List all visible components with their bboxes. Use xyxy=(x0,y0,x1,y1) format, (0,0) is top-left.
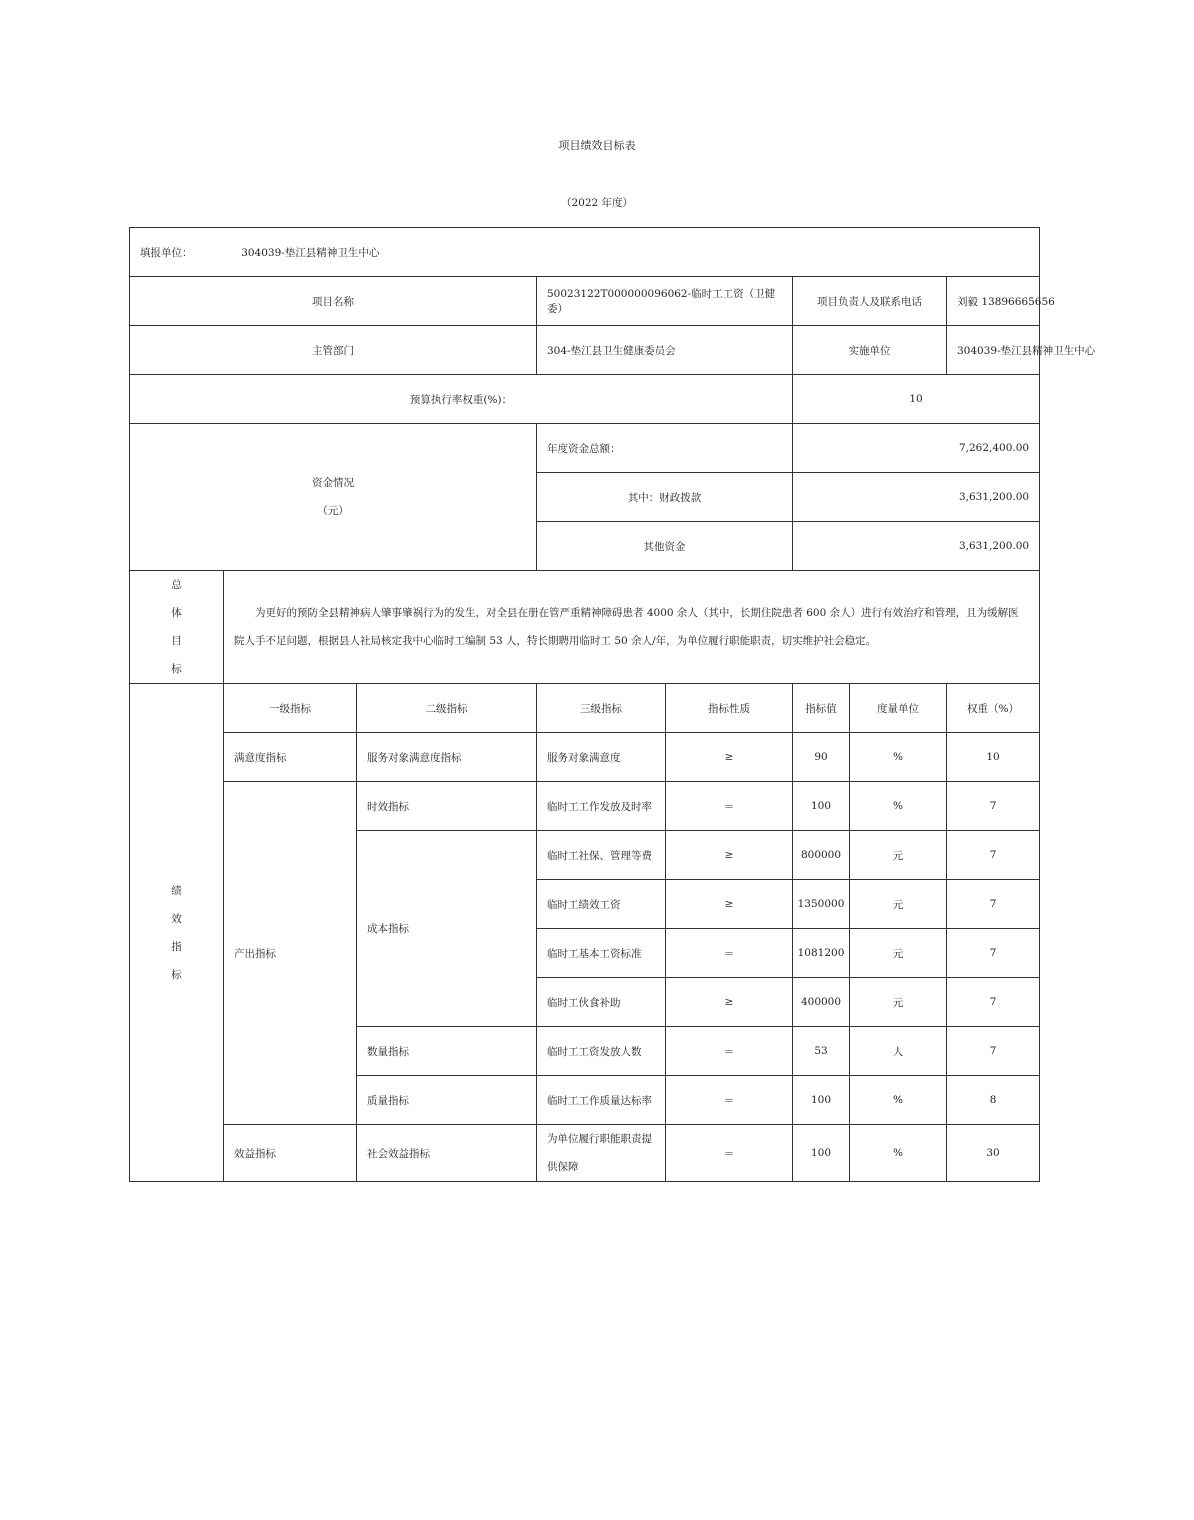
fill-unit-cell xyxy=(130,228,1040,277)
funds-other-label: 其他资金 xyxy=(537,522,793,571)
level2-service: 服务对象满意度指标 xyxy=(357,733,537,782)
perf-label-char: 效 xyxy=(171,912,182,925)
header-level1: 一级指标 xyxy=(224,684,357,733)
indicator-nature: ＝ xyxy=(666,782,793,831)
project-name-row xyxy=(130,277,1040,326)
indicator-name: 服务对象满意度 xyxy=(537,733,666,782)
header-value: 指标值 xyxy=(793,684,850,733)
funds-label-line1: 资金情况 xyxy=(312,477,354,489)
dept-value: 304-垫江县卫生健康委员会 xyxy=(537,326,793,375)
indicator-name: 临时工基本工资标准 xyxy=(537,929,666,978)
fill-unit-row xyxy=(130,228,1040,277)
perf-label-char: 绩 xyxy=(171,884,182,897)
overall-goal-text: 为更好的预防全县精神病人肇事肇祸行为的发生，对全县在册在管严重精神障碍患者 4000 余人（其中，长期住院患者 600 余人）进行有效治疗和管理，且为缓解医院人手不足问题，根据县人社局核定我中心临时工编制 53 人，特长期聘用临时工 50 余人/年，为单位履行职能职责，切实维护社会稳定。 xyxy=(224,571,1040,684)
project-name-label: 项目名称 xyxy=(130,277,537,326)
header-unit: 度量单位 xyxy=(850,684,947,733)
level2-timeliness: 时效指标 xyxy=(357,782,537,831)
indicator-unit: 人 xyxy=(850,1027,947,1076)
overall-goal-row xyxy=(130,571,1040,684)
funds-fiscal-label: 其中：财政拨款 xyxy=(537,473,793,522)
funds-label-line2: （元） xyxy=(317,505,349,517)
level2-quantity: 数量指标 xyxy=(357,1027,537,1076)
perf-label-char: 指 xyxy=(171,940,182,953)
indicator-value: 100 xyxy=(793,782,850,831)
indicator-value: 1081200 xyxy=(793,929,850,978)
indicator-nature: ≥ xyxy=(666,880,793,929)
project-name-value: 50023122T000000096062-临时工工资（卫健委） xyxy=(537,277,793,326)
indicator-value: 53 xyxy=(793,1027,850,1076)
funds-total-label: 年度资金总额： xyxy=(537,424,793,473)
indicator-nature: ＝ xyxy=(666,1076,793,1125)
indicator-value: 800000 xyxy=(793,831,850,880)
perf-row xyxy=(130,1125,1040,1182)
document-title: 项目绩效目标表 xyxy=(558,139,636,152)
header-weight: 权重（%） xyxy=(947,684,1040,733)
document-year: （2022 年度） xyxy=(560,197,634,209)
indicator-unit: % xyxy=(850,782,947,831)
indicator-weight: 7 xyxy=(947,978,1040,1027)
indicator-weight: 7 xyxy=(947,831,1040,880)
indicator-unit: 元 xyxy=(850,929,947,978)
indicator-nature: ＝ xyxy=(666,1125,793,1182)
dept-label: 主管部门 xyxy=(130,326,537,375)
funds-other-value: 3,631,200.00 xyxy=(793,522,1040,571)
funds-fiscal-value: 3,631,200.00 xyxy=(793,473,1040,522)
indicator-name: 临时工伙食补助 xyxy=(537,978,666,1027)
level1-output: 产出指标 xyxy=(224,782,357,1125)
indicator-value: 1350000 xyxy=(793,880,850,929)
indicator-weight: 7 xyxy=(947,782,1040,831)
indicator-name: 为单位履行职能职责提供保障 xyxy=(537,1125,666,1182)
level2-cost: 成本指标 xyxy=(357,831,537,1027)
perf-row xyxy=(130,733,1040,782)
indicator-weight: 30 xyxy=(947,1125,1040,1182)
perf-header-row xyxy=(130,684,1040,733)
indicator-nature: ≥ xyxy=(666,733,793,782)
indicator-nature: ≥ xyxy=(666,978,793,1027)
budget-weight-label: 预算执行率权重(%)： xyxy=(130,375,793,424)
perf-row xyxy=(130,782,1040,831)
indicator-value: 100 xyxy=(793,1076,850,1125)
indicator-weight: 10 xyxy=(947,733,1040,782)
indicator-weight: 7 xyxy=(947,1027,1040,1076)
goal-label-char: 总 xyxy=(171,579,182,591)
indicator-name: 临时工工资发放人数 xyxy=(537,1027,666,1076)
indicator-unit: % xyxy=(850,733,947,782)
goal-label-char: 体 xyxy=(171,607,182,619)
performance-target-table xyxy=(129,227,1096,1182)
funds-total-row xyxy=(130,424,1040,473)
goal-label-char: 目 xyxy=(171,635,182,647)
indicator-value: 400000 xyxy=(793,978,850,1027)
indicator-unit: 元 xyxy=(850,831,947,880)
indicator-unit: 元 xyxy=(850,880,947,929)
indicator-unit: % xyxy=(850,1076,947,1125)
fill-unit-label: 填报单位： xyxy=(140,246,193,259)
indicator-nature: ＝ xyxy=(666,1027,793,1076)
indicator-name: 临时工工作质量达标率 xyxy=(537,1076,666,1125)
indicator-weight: 8 xyxy=(947,1076,1040,1125)
fill-unit-value: 304039-垫江县精神卫生中心 xyxy=(241,246,380,259)
indicator-name: 临时工工作发放及时率 xyxy=(537,782,666,831)
header-level3: 三级指标 xyxy=(537,684,666,733)
impl-value: 304039-垫江县精神卫生中心 xyxy=(947,326,1040,375)
indicator-nature: ≥ xyxy=(666,831,793,880)
indicator-name: 临时工社保、管理等费 xyxy=(537,831,666,880)
indicator-nature: ＝ xyxy=(666,929,793,978)
overall-goal-label xyxy=(130,571,224,684)
level1-benefit: 效益指标 xyxy=(224,1125,357,1182)
header-nature: 指标性质 xyxy=(666,684,793,733)
budget-weight-value: 10 xyxy=(793,375,1040,424)
indicator-value: 100 xyxy=(793,1125,850,1182)
indicator-name: 临时工绩效工资 xyxy=(537,880,666,929)
budget-weight-row xyxy=(130,375,1040,424)
goal-label-char: 标 xyxy=(171,663,182,675)
indicator-weight: 7 xyxy=(947,880,1040,929)
perf-label xyxy=(130,684,224,1182)
indicator-weight: 7 xyxy=(947,929,1040,978)
level1-satisfaction: 满意度指标 xyxy=(224,733,357,782)
funds-label xyxy=(130,424,537,571)
dept-row xyxy=(130,326,1040,375)
perf-label-char: 标 xyxy=(171,968,182,981)
manager-value: 刘毅 13896665656 xyxy=(947,277,1040,326)
funds-total-value: 7,262,400.00 xyxy=(793,424,1040,473)
indicator-unit: 元 xyxy=(850,978,947,1027)
impl-label: 实施单位 xyxy=(793,326,947,375)
level2-social: 社会效益指标 xyxy=(357,1125,537,1182)
level2-quality: 质量指标 xyxy=(357,1076,537,1125)
header-level2: 二级指标 xyxy=(357,684,537,733)
indicator-unit: % xyxy=(850,1125,947,1182)
manager-label: 项目负责人及联系电话 xyxy=(793,277,947,326)
indicator-value: 90 xyxy=(793,733,850,782)
